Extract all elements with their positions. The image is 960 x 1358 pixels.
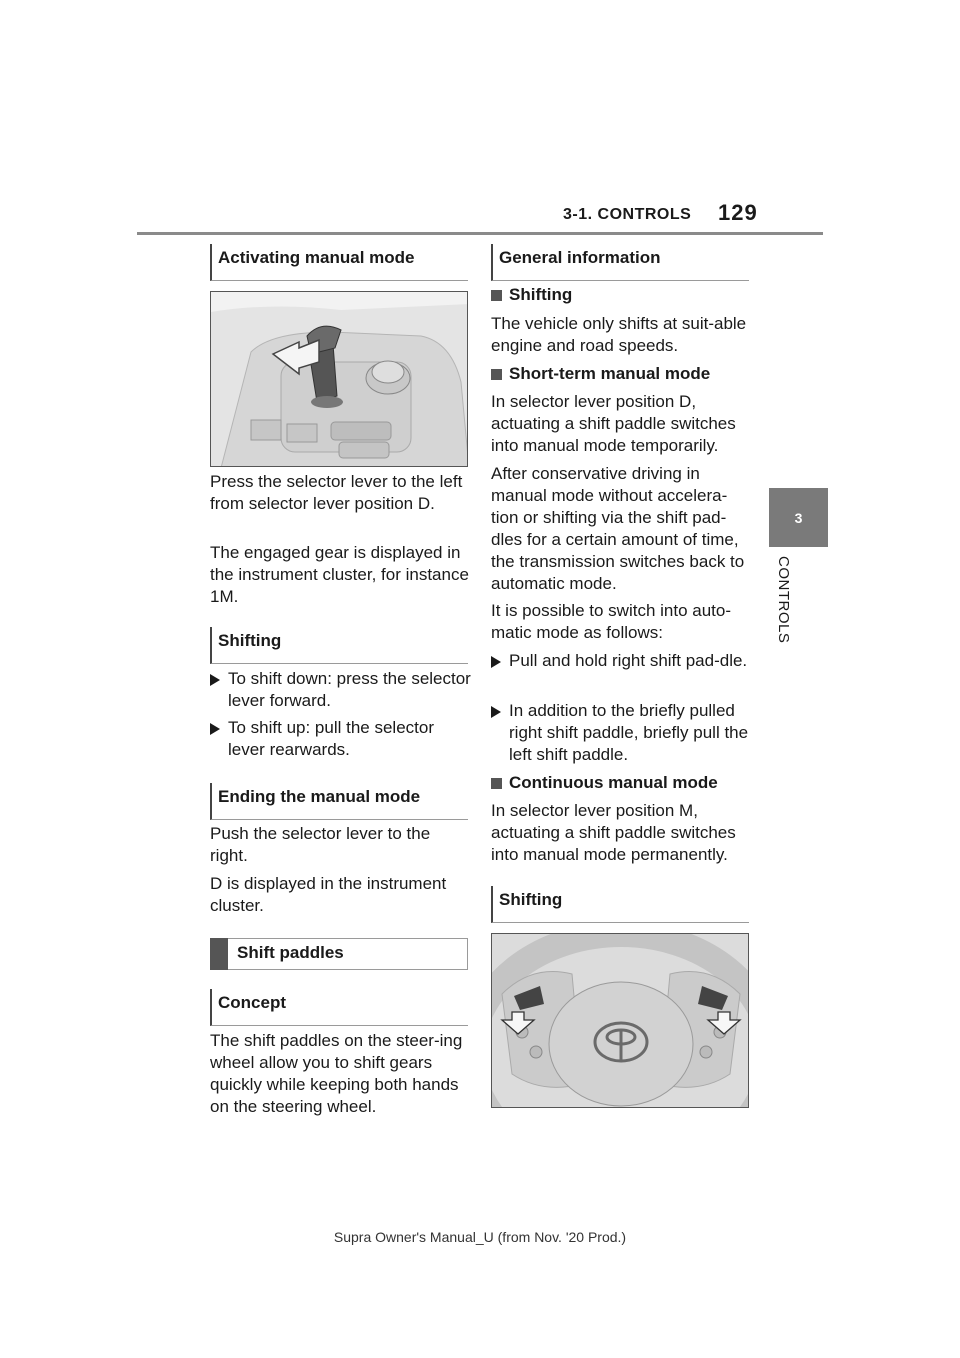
heading-general-information: General information (491, 244, 749, 281)
footer-text: Supra Owner's Manual_U (from Nov. '20 Prod.) (333, 1229, 627, 1245)
bullet-triangle-icon (491, 656, 501, 668)
square-bullet-icon (491, 369, 502, 380)
auto-bullet-2: In addition to the briefly pulled right shift paddle, briefly pull the left shift paddle. (491, 700, 753, 766)
short-term-paragraph-1: In selector lever position D, actuating a shift paddle switches into manual mode temporarily. (491, 392, 736, 455)
ending-paragraph-2: D is displayed in the instrument cluster. (210, 874, 447, 915)
bullet-triangle-icon (491, 706, 501, 718)
label-shifting: Shifting (491, 284, 572, 306)
section-shift-paddles: Shift paddles (210, 938, 468, 970)
chapter-number: 3 (794, 509, 803, 526)
section-title: 3-1. CONTROLS (563, 206, 692, 223)
heading-activating-manual-mode: Activating manual mode (210, 244, 468, 281)
square-bullet-icon (491, 778, 502, 789)
shifting-bullet-1: To shift down: press the selector lever forward. (210, 668, 472, 712)
activating-paragraph-1: Press the selector lever to the left from selector lever position D. (210, 472, 463, 513)
chapter-tab (769, 488, 828, 547)
heading-concept: Concept (210, 989, 468, 1026)
heading-ending-manual-mode: Ending the manual mode (210, 783, 468, 820)
shifting-bullet-2: To shift up: pull the selector lever rearwards. (210, 717, 472, 761)
auto-bullet-1: Pull and hold right shift pad-dle. (491, 650, 753, 672)
ending-paragraph-1: Push the selector lever to the right. (210, 824, 431, 865)
shifting-paragraph: The vehicle only shifts at suit-able engine and road speeds. (491, 314, 747, 355)
label-short-term-manual-mode: Short-term manual mode (491, 363, 710, 385)
short-term-paragraph-3: It is possible to switch into auto-matic mode as follows: (491, 601, 732, 642)
steering-wheel-paddles-illustration (491, 933, 749, 1108)
label-continuous-manual-mode: Continuous manual mode (491, 772, 718, 794)
header-rule (137, 232, 823, 235)
bullet-triangle-icon (210, 674, 220, 686)
heading-shifting: Shifting (210, 627, 468, 664)
selector-lever-drawing (211, 292, 468, 467)
activating-paragraph-2: The engaged gear is displayed in the instrument cluster, for instance 1M. (210, 543, 469, 606)
short-term-paragraph-2: After conservative driving in manual mode without accelera-tion or shifting via the shift pad-dles for a certain amount of time, the transmission switches back to automatic mode. (491, 464, 745, 593)
page-number: 129 (718, 200, 758, 225)
steering-wheel-drawing (492, 934, 749, 1108)
chapter-label: CONTROLS (775, 556, 792, 644)
square-bullet-icon (491, 290, 502, 301)
heading-shifting-2: Shifting (491, 886, 749, 923)
concept-paragraph: The shift paddles on the steer-ing wheel allow you to shift gears quickly while keeping both hands on the steering wheel. (210, 1031, 463, 1116)
selector-lever-illustration (210, 291, 468, 467)
continuous-paragraph: In selector lever position M, actuating a shift paddle switches into manual mode permanently. (491, 801, 736, 864)
bullet-triangle-icon (210, 723, 220, 735)
